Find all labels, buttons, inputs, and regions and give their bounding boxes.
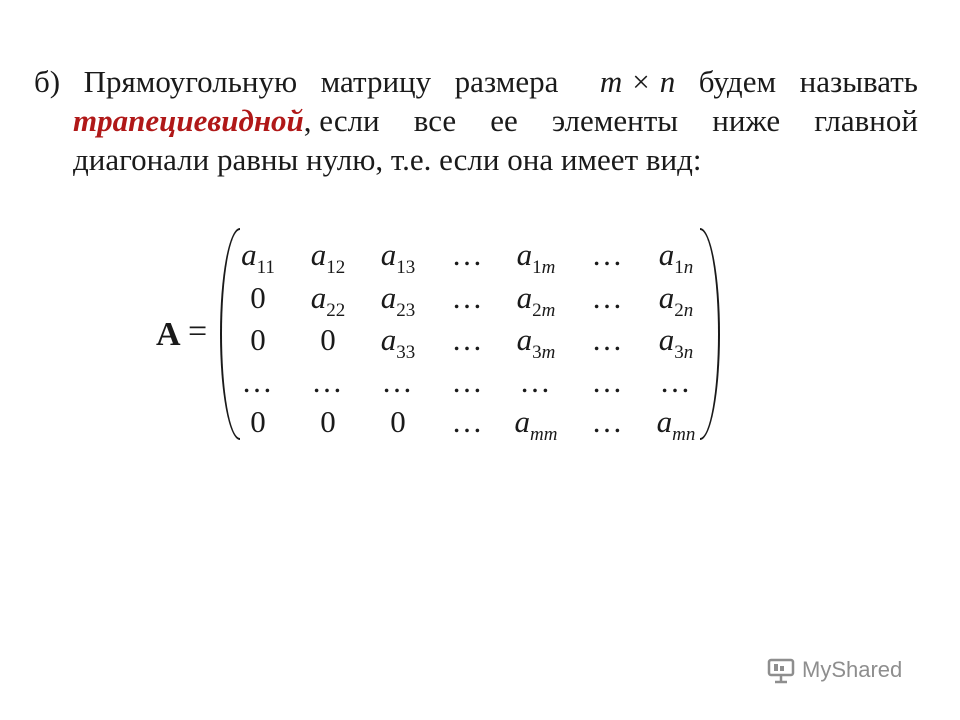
matrix-ellipsis: … <box>311 364 345 399</box>
matrix-element: $a_{1m}$ <box>516 237 556 278</box>
matrix-zero: 0 <box>320 404 336 439</box>
n-variable: n <box>659 64 676 99</box>
defined-term: трапециевидной <box>73 103 304 138</box>
matrix-element: $a_{22}$ <box>310 280 346 321</box>
matrix-ellipsis: … <box>451 364 485 399</box>
word: будем <box>698 64 777 99</box>
matrix-ellipsis: … <box>451 322 485 357</box>
matrix-element: $a_{mm}$ <box>514 404 558 445</box>
term-with-comma <box>73 103 380 139</box>
matrix-ellipsis: … <box>591 237 625 272</box>
watermark-text: MyShared <box>802 657 903 682</box>
matrix-ellipsis: … <box>451 280 485 315</box>
matrix-zero: 0 <box>250 280 266 315</box>
word: Прямоугольную <box>83 64 298 99</box>
matrix-name: A <box>156 316 181 353</box>
watermark <box>766 655 902 685</box>
matrix-ellipsis: … <box>591 364 625 399</box>
matrix-zero: 0 <box>390 404 406 439</box>
matrix-ellipsis: … <box>591 404 625 439</box>
matrix-ellipsis: … <box>451 237 485 272</box>
matrix-zero: 0 <box>250 404 266 439</box>
word: называть <box>799 64 918 99</box>
matrix-element: $a_{23}$ <box>380 280 416 321</box>
matrix-element: $a_{2m}$ <box>516 280 556 321</box>
matrix-ellipsis: … <box>519 364 553 399</box>
matrix-ellipsis: … <box>381 364 415 399</box>
matrix-element: $a_{3n}$ <box>658 322 694 363</box>
word: все <box>413 103 457 138</box>
matrix-element: $a_{2n}$ <box>658 280 694 321</box>
matrix-element: $a_{11}$ <box>241 237 275 278</box>
matrix-ellipsis: … <box>659 364 693 399</box>
matrix-ellipsis: … <box>451 404 485 439</box>
item-number: б) <box>34 64 61 99</box>
m-variable: m <box>599 64 623 99</box>
word: размера <box>454 64 559 99</box>
paragraph-line-2 <box>73 103 918 139</box>
word: ее <box>490 103 518 138</box>
matrix-ellipsis: … <box>241 364 275 399</box>
paragraph-line-3: диагонали равны нулю, т.е. если она имеет вид: <box>73 142 702 177</box>
matrix-size-expression <box>582 64 675 100</box>
word: главной <box>814 103 918 138</box>
matrix-zero: 0 <box>250 322 266 357</box>
matrix-element: $a_{1n}$ <box>658 237 694 278</box>
word: матрицу <box>320 64 432 99</box>
times-sign: × <box>632 64 650 99</box>
matrix-element: $a_{13}$ <box>380 237 416 278</box>
matrix-element: $a_{3m}$ <box>516 322 556 363</box>
presentation-icon <box>766 655 796 685</box>
matrix-element: $a_{12}$ <box>310 237 346 278</box>
matrix-element: $a_{mn}$ <box>656 404 696 445</box>
equals-sign: = <box>188 313 208 350</box>
matrix-ellipsis: … <box>591 280 625 315</box>
word: ниже <box>712 103 781 138</box>
word: элементы <box>551 103 679 138</box>
matrix-zero: 0 <box>320 322 336 357</box>
matrix-element: $a_{33}$ <box>380 322 416 363</box>
paragraph-line-1 <box>34 64 918 100</box>
word: , если <box>303 103 380 138</box>
matrix-ellipsis: … <box>591 322 625 357</box>
